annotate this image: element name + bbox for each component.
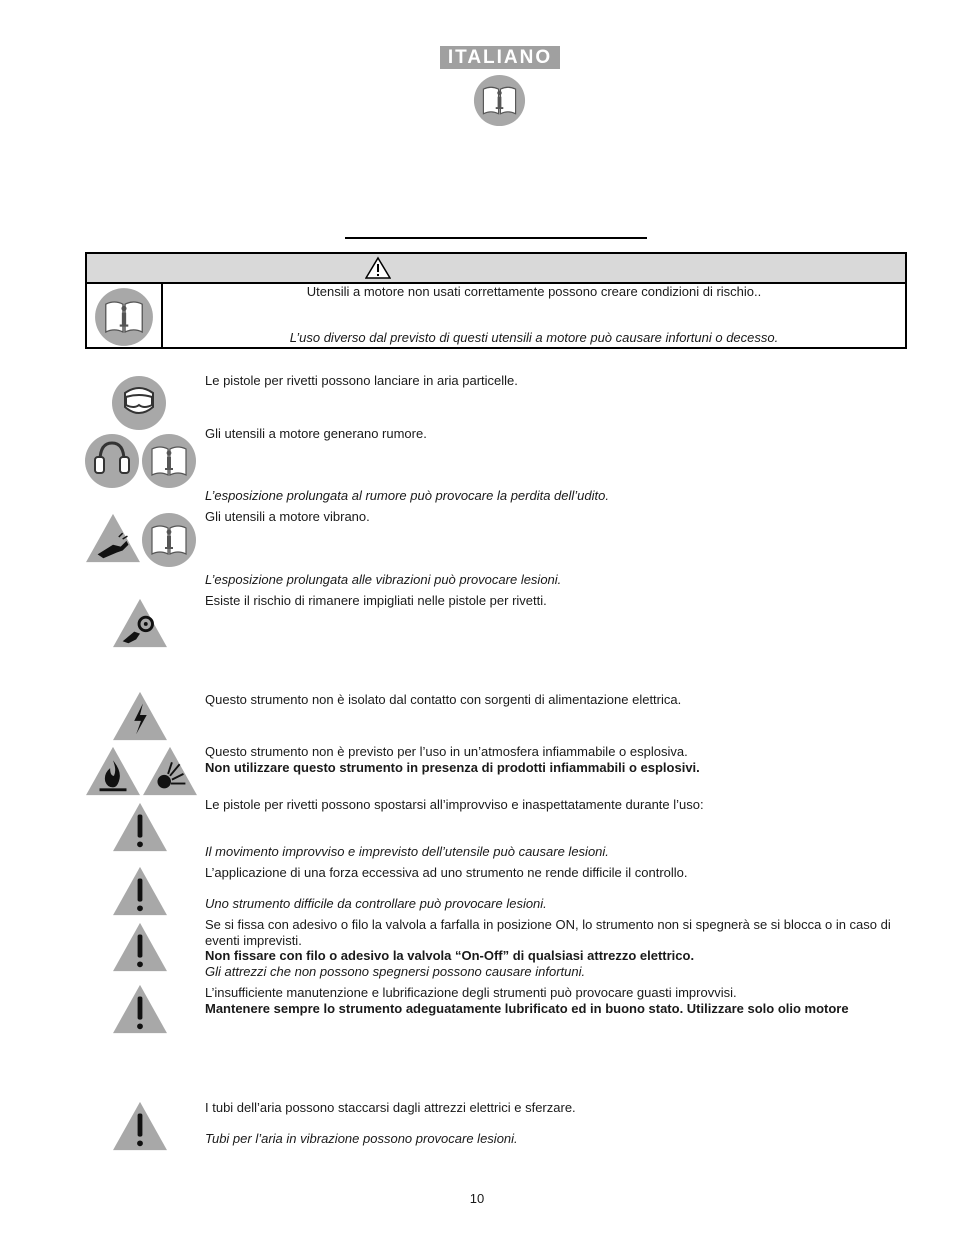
explosive-warning-icon xyxy=(141,745,199,797)
general-warning-icon xyxy=(111,1100,169,1152)
explosive-bold-text: Non utilizzare questo strumento in presenza di prodotti infiammabili o esplosivi. xyxy=(205,760,700,775)
page-number: 10 xyxy=(469,1191,485,1206)
warning-text: Utensili a motore non usati correttamente possono creare condizioni di rischio.. xyxy=(306,284,762,299)
read-manual-icon xyxy=(473,74,526,127)
read-manual-icon xyxy=(141,433,197,489)
general-warning-icon xyxy=(111,865,169,917)
flammable-warning-icon xyxy=(84,745,142,797)
particles-text: Le pistole per rivetti possono lanciare in aria particelle. xyxy=(205,373,518,388)
movement-text: Le pistole per rivetti possono spostarsi all’improvviso e inaspettatamente durante l’uso: xyxy=(205,797,704,812)
electric-text: Questo strumento non è isolato dal contatto con sorgenti di alimentazione elettrica. xyxy=(205,692,682,707)
warning-box xyxy=(85,252,907,349)
section-title-rule xyxy=(345,237,647,239)
ear-protection-icon xyxy=(84,433,140,489)
entanglement-text: Esiste il rischio di rimanere impigliati nelle pistole per rivetti. xyxy=(205,593,547,608)
warning-header xyxy=(87,254,905,284)
throttle-bold-text: Non fissare con filo o adesivo la valvola “On-Off” di qualsiasi attrezzo elettrico. xyxy=(205,948,695,963)
explosive-text: Questo strumento non è previsto per l’uso in un’atmosfera infiammabile o esplosiva. xyxy=(205,744,688,759)
vibration-risk-text: L’esposizione prolungata alle vibrazioni può provocare lesioni. xyxy=(205,572,562,587)
entanglement-warning-icon xyxy=(111,597,169,649)
noise-text: Gli utensili a motore generano rumore. xyxy=(205,426,427,441)
general-warning-icon xyxy=(111,801,169,853)
throttle-risk-text: Gli attrezzi che non possono spegnersi possono causare infortuni. xyxy=(205,964,586,979)
hoses-text: I tubi dell’aria possono staccarsi dagli attrezzi elettrici e sferzare. xyxy=(205,1100,576,1115)
throttle-text: Se si fissa con adesivo o filo la valvola a farfalla in posizione ON, lo strumento non si spegnerà se si blocca o in caso di eventi imprevisti. xyxy=(205,917,891,948)
hoses-risk-text: Tubi per l’aria in vibrazione possono provocare lesioni. xyxy=(205,1131,518,1146)
general-warning-icon xyxy=(111,921,169,973)
warning-icon-cell xyxy=(87,284,163,347)
force-risk-text: Uno strumento difficile da controllare può provocare lesioni. xyxy=(205,896,547,911)
warning-triangle-icon xyxy=(365,256,391,280)
language-badge: ITALIANO xyxy=(440,46,560,69)
vibration-text: Gli utensili a motore vibrano. xyxy=(205,509,370,524)
warning-consequence: L’uso diverso dal previsto di questi utensili a motore può causare infortuni o decesso. xyxy=(289,330,779,345)
vibration-warning-icon xyxy=(84,512,142,564)
read-manual-icon xyxy=(92,287,156,347)
maintenance-bold-text: Mantenere sempre lo strumento adeguatamente lubrificato ed in buono stato. Utilizzare solo olio motore xyxy=(205,1001,849,1016)
maintenance-text: L’insufficiente manutenzione e lubrificazione degli strumenti può provocare guasti improvvisi. xyxy=(205,985,737,1000)
general-warning-icon xyxy=(111,983,169,1035)
noise-risk-text: L’esposizione prolungata al rumore può provocare la perdita dell’udito. xyxy=(205,488,609,503)
electric-shock-warning-icon xyxy=(111,690,169,742)
read-manual-icon xyxy=(141,512,197,568)
force-text: L’applicazione di una forza eccessiva ad uno strumento ne rende difficile il controllo. xyxy=(205,865,688,880)
movement-risk-text: Il movimento improvviso e imprevisto dell’utensile può causare lesioni. xyxy=(205,844,609,859)
safety-goggles-icon xyxy=(111,375,167,431)
